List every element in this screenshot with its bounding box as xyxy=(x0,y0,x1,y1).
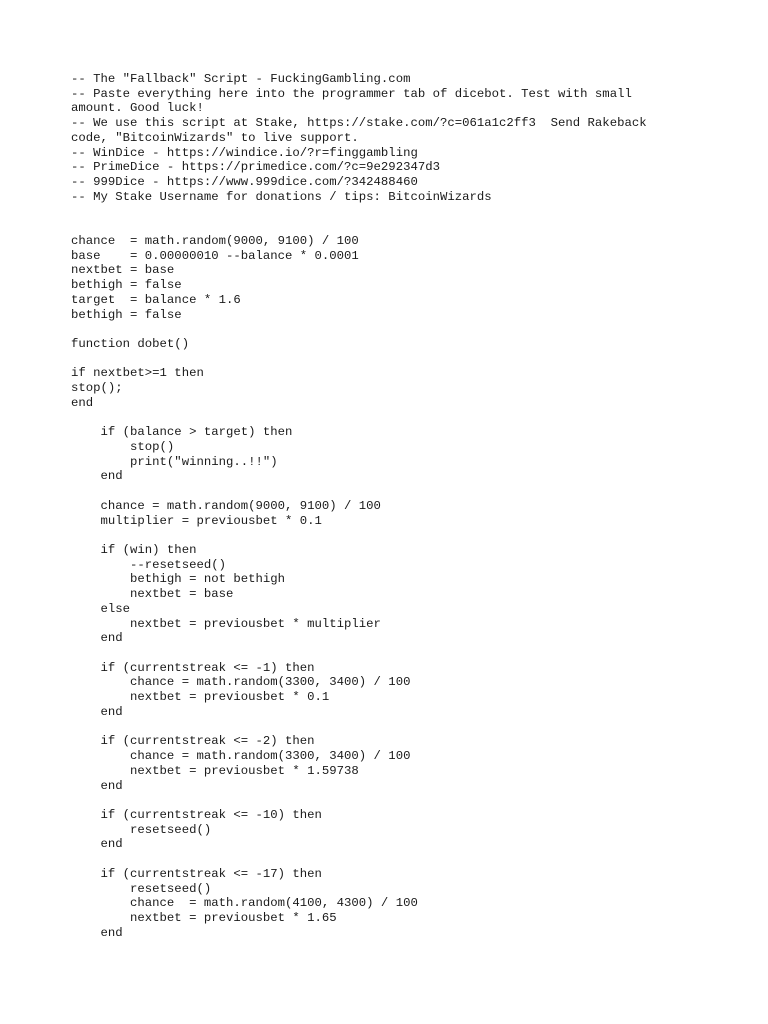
code-line: nextbet = previousbet * multiplier xyxy=(71,616,381,631)
code-line: if (currentstreak <= -17) then xyxy=(71,866,322,881)
code-line xyxy=(71,646,647,661)
code-line: multiplier = previousbet * 0.1 xyxy=(71,513,322,528)
code-line: -- We use this script at Stake, https://stake.com/?c=061a1c2ff3 Send Rakeback xyxy=(71,116,647,131)
code-line: resetseed() xyxy=(71,822,212,837)
code-line xyxy=(71,852,647,867)
code-line: end xyxy=(71,395,94,410)
code-line: end xyxy=(71,469,123,484)
code-line xyxy=(71,204,647,219)
code-line: nextbet = base xyxy=(71,587,234,602)
code-line: code, "BitcoinWizards" to live support. xyxy=(71,130,359,145)
code-line: amount. Good luck! xyxy=(71,101,204,116)
code-line xyxy=(71,484,647,499)
code-line: else xyxy=(71,601,131,616)
code-line: -- WinDice - https://windice.io/?r=finggambling xyxy=(71,145,418,160)
code-line xyxy=(71,528,647,543)
code-line: chance = math.random(4100, 4300) / 100 xyxy=(71,896,418,911)
code-line: bethigh = not bethigh xyxy=(71,572,286,587)
code-line: -- Paste everything here into the programmer tab of dicebot. Test with small xyxy=(71,86,632,101)
code-line: stop(); xyxy=(71,381,123,396)
code-line: if (currentstreak <= -2) then xyxy=(71,734,315,749)
code-line: stop() xyxy=(71,439,175,454)
code-line xyxy=(71,352,647,367)
code-line: end xyxy=(71,837,123,852)
code-line: bethigh = false xyxy=(71,278,182,293)
code-line: -- PrimeDice - https://primedice.com/?c=9e292347d3 xyxy=(71,160,440,175)
code-line: chance = math.random(3300, 3400) / 100 xyxy=(71,675,411,690)
code-line: nextbet = previousbet * 1.59738 xyxy=(71,763,359,778)
code-line xyxy=(71,219,647,234)
code-line: end xyxy=(71,704,123,719)
code-line: end xyxy=(71,778,123,793)
code-line: if (currentstreak <= -10) then xyxy=(71,807,322,822)
code-line: if (balance > target) then xyxy=(71,425,293,440)
code-line: nextbet = previousbet * 0.1 xyxy=(71,690,330,705)
code-line: target = balance * 1.6 xyxy=(71,292,241,307)
code-line: nextbet = base xyxy=(71,263,175,278)
code-line xyxy=(71,720,647,735)
code-line: function dobet() xyxy=(71,336,190,351)
code-line: end xyxy=(71,925,123,940)
code-line: --resetseed() xyxy=(71,557,226,572)
code-line: -- The "Fallback" Script - FuckingGambling.com xyxy=(71,72,411,86)
code-line: -- 999Dice - https://www.999dice.com/?342488460 xyxy=(71,175,418,190)
code-line: chance = math.random(3300, 3400) / 100 xyxy=(71,749,411,764)
code-line: if (currentstreak <= -1) then xyxy=(71,660,315,675)
code-line xyxy=(71,322,647,337)
code-line xyxy=(71,411,647,426)
code-line: chance = math.random(9000, 9100) / 100 xyxy=(71,498,381,513)
code-line: nextbet = previousbet * 1.65 xyxy=(71,910,337,925)
code-line: chance = math.random(9000, 9100) / 100 xyxy=(71,233,359,248)
code-line: if nextbet>=1 then xyxy=(71,366,204,381)
code-line: print("winning..!!") xyxy=(71,454,278,469)
code-line: base = 0.00000010 --balance * 0.0001 xyxy=(71,248,359,263)
code-line: bethigh = false xyxy=(71,307,182,322)
code-line: if (win) then xyxy=(71,543,197,557)
script-code-block xyxy=(71,72,647,940)
code-line: end xyxy=(71,631,123,646)
code-line xyxy=(71,793,647,808)
code-line: resetseed() xyxy=(71,881,212,896)
code-line: -- My Stake Username for donations / tips: BitcoinWizards xyxy=(71,189,492,204)
